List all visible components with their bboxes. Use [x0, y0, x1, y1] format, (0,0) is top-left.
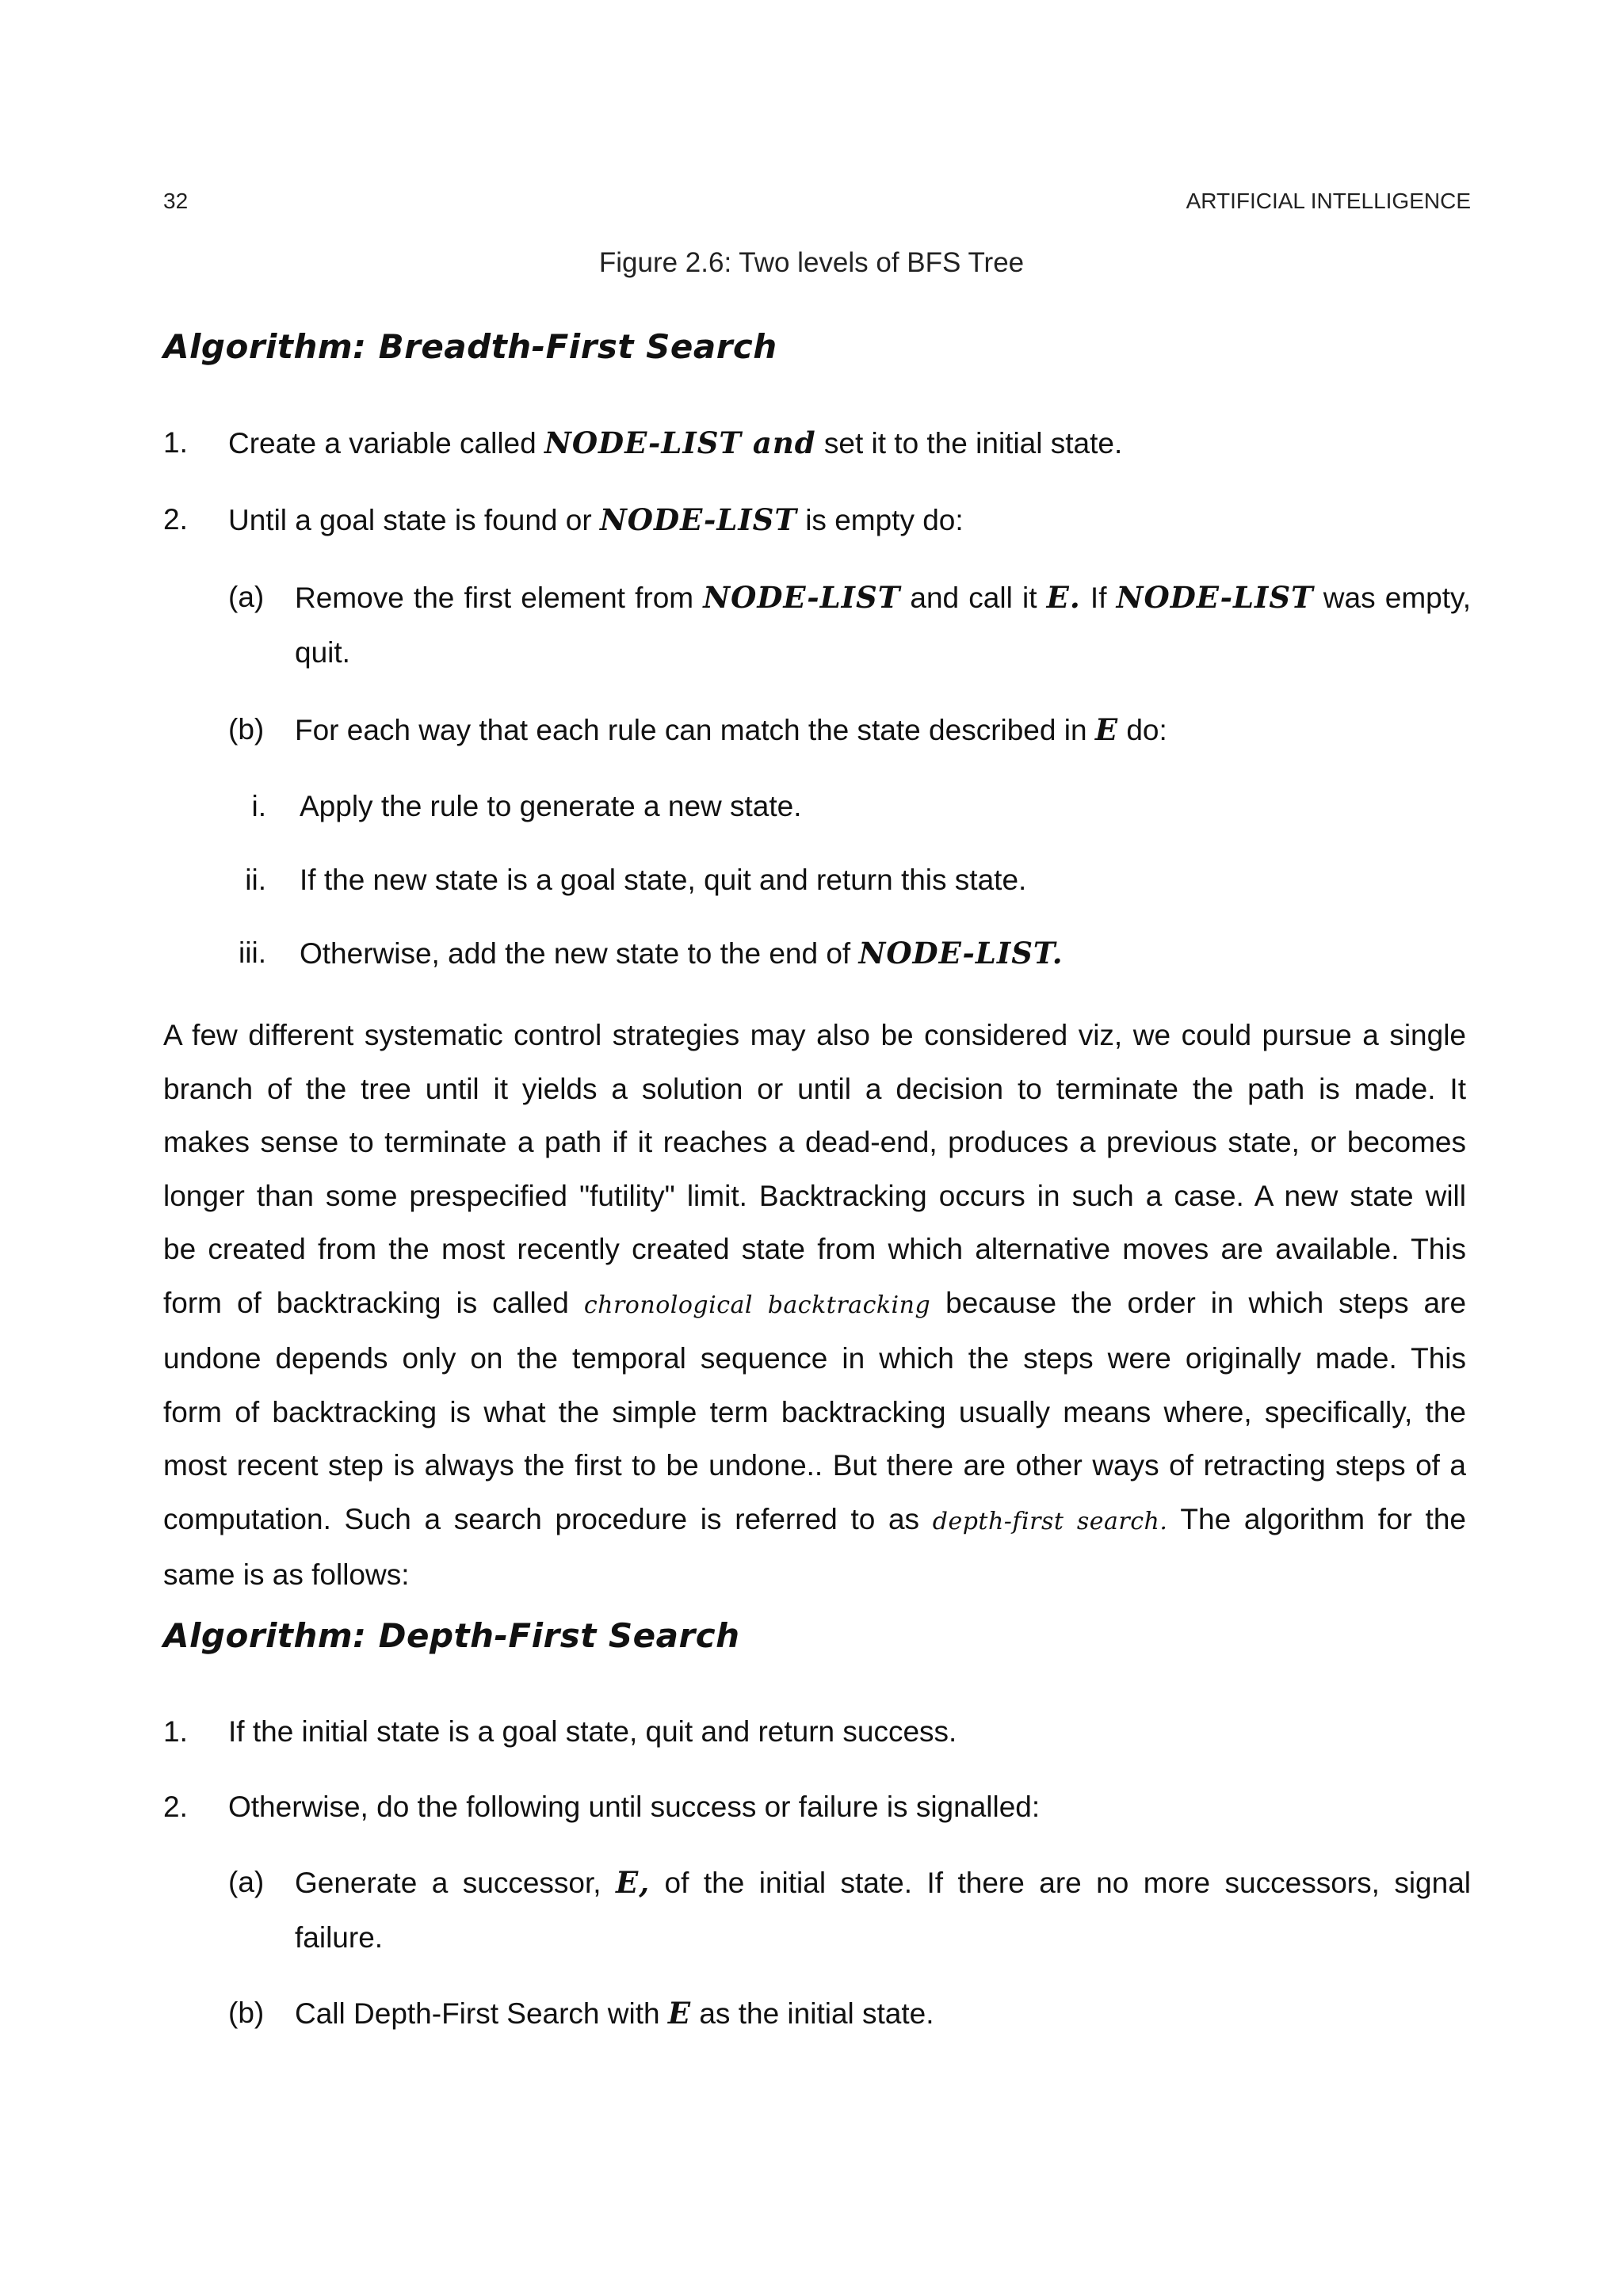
substep-label: (a)	[228, 581, 265, 613]
substep-label: (a)	[228, 1866, 265, 1898]
roman-label: i.	[251, 790, 266, 822]
step-text: Otherwise, add the new state to the end of NODE-LIST.	[300, 936, 1064, 971]
step-text: Otherwise, do the following until success or failure is signalled:	[228, 1791, 1041, 1823]
substep-label: (b)	[228, 1997, 265, 2029]
node-list-term: NODE-LIST	[1116, 580, 1314, 615]
substep-text: For each way that each rule can match the state described in E do:	[295, 712, 1167, 747]
paragraph-line: longer than some prespecified "futility" limit. Backtracking occurs in such a case. A new state will	[163, 1179, 1466, 1212]
step-text: Apply the rule to generate a new state.	[300, 790, 802, 822]
dfs-heading: Algorithm: Depth-First Search	[163, 1616, 740, 1655]
paragraph-line: undone depends only on the temporal sequence in which the steps were originally made. This	[163, 1342, 1466, 1375]
paragraph-line: form of backtracking is what the simple term backtracking usually means where, specifically, the	[163, 1395, 1466, 1428]
chronological-backtracking-term: chronological backtracking	[583, 1291, 931, 1319]
figure-caption: Figure 2.6: Two levels of BFS Tree	[598, 247, 1025, 278]
step-text: Create a variable called NODE-LIST and set it to the initial state.	[228, 425, 1123, 460]
dfs-step-1	[0, 1714, 1623, 1750]
variable-e: E	[667, 1996, 692, 2031]
paragraph-line: form of backtracking is called chronological backtracking because the order in which steps are	[163, 1286, 1467, 1319]
running-title: ARTIFICIAL INTELLIGENCE	[1186, 189, 1471, 213]
step-text: Until a goal state is found or NODE-LIST is empty do:	[228, 502, 964, 537]
step-number: 2.	[163, 503, 188, 536]
bfs-step-2a-continued: quit.	[295, 636, 350, 669]
paragraph-line: branch of the tree until it yields a solution or until a decision to terminate the path is made. It	[163, 1072, 1466, 1105]
dfs-step-2a-continued: failure.	[295, 1921, 384, 1954]
bfs-heading: Algorithm: Breadth-First Search	[163, 327, 777, 366]
step-number: 1.	[163, 1715, 188, 1748]
dfs-step-2a	[0, 1864, 1623, 1901]
bfs-step-ii	[0, 862, 1623, 898]
substep-label: (b)	[228, 713, 265, 746]
bfs-step-i	[0, 788, 1623, 825]
step-text: If the new state is a goal state, quit and return this state.	[300, 864, 1027, 896]
paragraph-line: be created from the most recently created state from which alternative moves are available. This	[163, 1233, 1466, 1265]
substep-text: Generate a successor, E, of the initial state. If there are no more successors, signal	[295, 1865, 1471, 1900]
body-paragraph	[163, 1009, 1466, 1602]
page-number: 32	[163, 189, 189, 213]
depth-first-search-term: depth-first search.	[932, 1507, 1168, 1535]
paragraph-line: A few different systematic control strategies may also be considered viz, we could pursue a single	[163, 1019, 1466, 1051]
variable-e: E.	[1046, 580, 1081, 615]
dfs-step-2b	[0, 1995, 1623, 2031]
step-number: 1.	[163, 426, 188, 459]
paragraph-line: same is as follows:	[163, 1558, 410, 1591]
node-list-term: NODE-LIST and	[544, 425, 816, 460]
roman-label: ii.	[245, 864, 266, 896]
bfs-step-1	[0, 425, 1623, 461]
bfs-step-iii	[0, 935, 1623, 971]
paragraph-line: makes sense to terminate a path if it reaches a dead-end, produces a previous state, or becomes	[163, 1126, 1466, 1158]
node-list-term: NODE-LIST	[703, 580, 901, 615]
variable-e: E,	[616, 1865, 651, 1900]
substep-text: Call Depth-First Search with E as the initial state.	[295, 1996, 934, 2031]
step-text: If the initial state is a goal state, quit and return success.	[228, 1715, 957, 1748]
dfs-step-2	[0, 1789, 1623, 1825]
paragraph-line: most recent step is always the first to be undone.. But there are other ways of retracting steps of a	[163, 1449, 1466, 1482]
paragraph-line: computation. Such a search procedure is referred to as depth-first search. The algorithm for the	[163, 1502, 1466, 1535]
bfs-step-2	[0, 502, 1623, 538]
bfs-step-2b	[0, 711, 1623, 748]
roman-label: iii.	[239, 936, 266, 969]
bfs-step-2a	[0, 579, 1623, 616]
node-list-term: NODE-LIST	[599, 502, 797, 537]
step-number: 2.	[163, 1791, 188, 1823]
node-list-term: NODE-LIST.	[858, 936, 1064, 971]
variable-e: E	[1094, 712, 1119, 747]
substep-text: Remove the first element from NODE-LIST and call it E. If NODE-LIST was empty,	[295, 580, 1472, 615]
